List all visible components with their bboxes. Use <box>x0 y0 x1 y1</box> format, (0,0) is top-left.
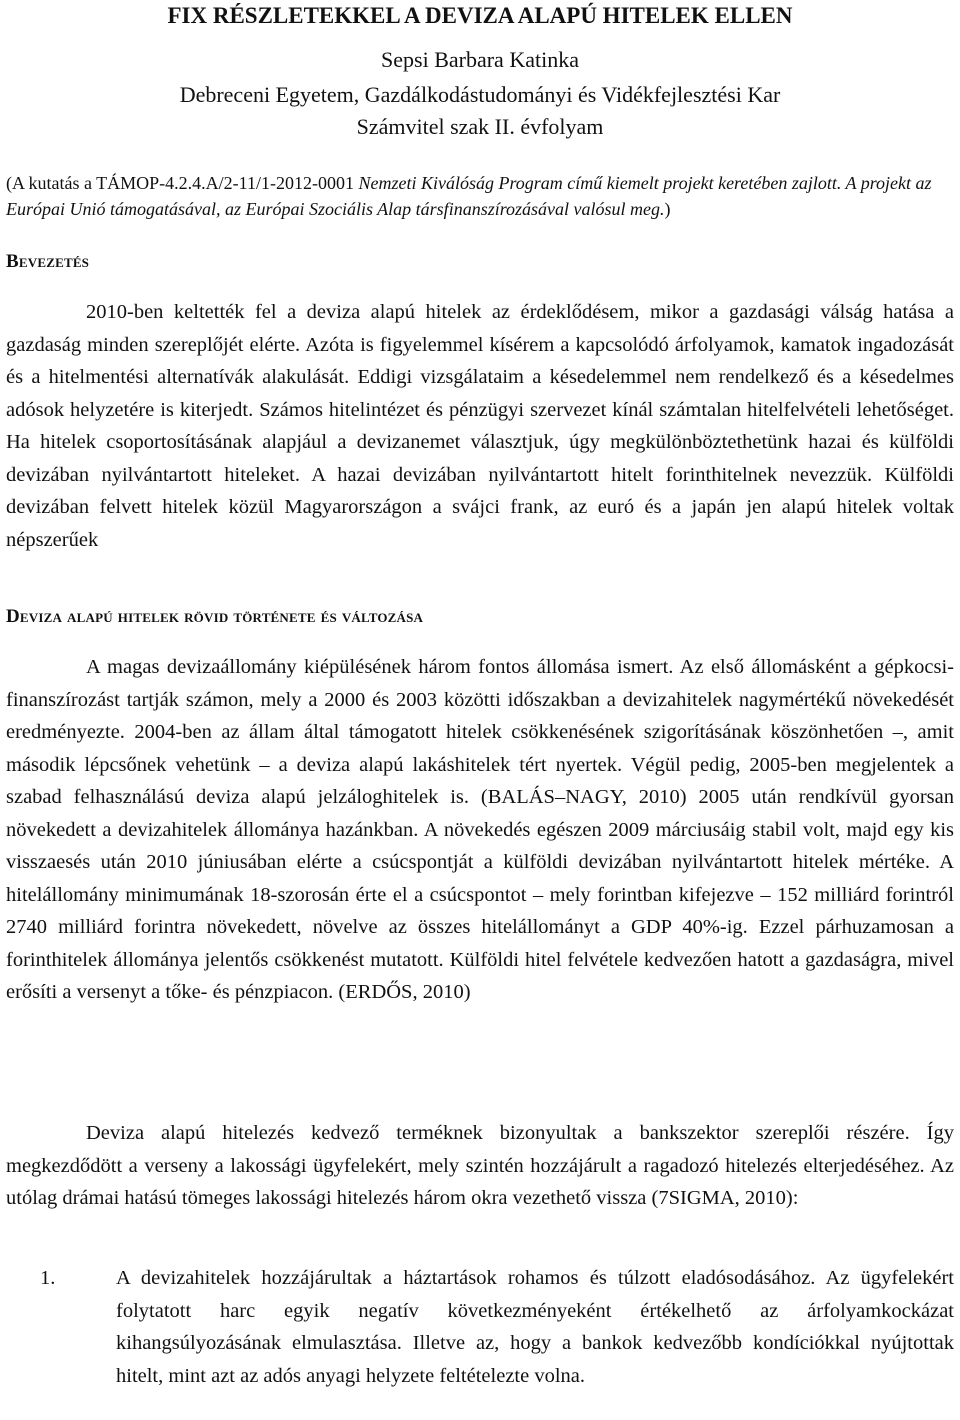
funding-note <box>6 170 946 222</box>
list-item-number: 1. <box>40 1267 56 1289</box>
author-faculty: Debreceni Egyetem, Gazdálkodástudományi és Vidékfejlesztési Kar <box>179 82 781 107</box>
paper-title: FIX RÉSZLETEKKEL A DEVIZA ALAPÚ HITELEK ELLEN <box>167 3 793 28</box>
funding-note-prefix: (A kutatás a TÁMOP-4.2.4.A/2-11/1-2012-0001 <box>6 173 354 193</box>
paragraph-introduction: 2010-ben keltették fel a deviza alapú hitelek az érdeklődésem, mikor a gazdasági válság hatása a gazdaság minden szereplőjét elérte. Azóta is figyelemmel kísérem a kapcsolódó árfolyamok, kamatok ingadozását és a hitelmentési alternatívák alakulását. Eddigi vizsgálataim a késedelemmel nem rendelkező és a késedelmes adósok helyzetére is kiterjedt. Számos hitelintézet és pénzügyi szervezet kínál számtalan hitelfelvételi lehetőséget. Ha hitelek csoportosításának alapjául a devizanemet választjuk, úgy megkülönböztethetünk hazai és külföldi devizában nyilvántartott hiteleket. A hazai devizában nyilvántartott hitelt forinthitelnek nevezzük. Külföldi devizában felvett hitelek közül Magyarországon a svájci frank, az euró és a japán jen alapú hitelek voltak népszerűek <box>6 301 954 551</box>
paragraph-history-1: A magas devizaállomány kiépülésének három fontos állomása ismert. Az első állomásként a gépkocsi-finanszírozást tartják számon, mely a 2000 és 2003 közötti időszakban a devizahitelek nagymértékű növekedését eredményezte. 2004-ben az állam által támogatott hitelek csökkenésének szigorításának köszönhetően –, amit második lépcsőnek vehetünk – a deviza alapú lakáshitelek tért nyertek. Végül pedig, 2005-ben megjelentek a szabad felhasználású deviza alapú jelzáloghitelek is. (BALÁS–NAGY, 2010) 2005 után rendkívül gyorsan növekedett a devizahitelek állománya hazánkban. A növekedés egészen 2009 márciusáig stabil volt, majd egy kis visszaesés után 2010 júniusában elérte a csúcspontját a külföldi devizában nyilvántartott hitelek mértéke. A hitelállomány minimumának 18-szorosán érte el a csúcspontot – mely forintban kifejezve – 152 milliárd forintról 2740 milliárd forintra növekedett, növelve az összes hitelállományt a GDP 40%-ig. Ezzel párhuzamosan a forinthitelek állománya jelentős csökkenést mutatott. Külföldi hitel felvétele kedvezően hatott a gazdaságra, mivel erősíti a versenyt a tőke- és pénzpiacon. (ERDŐS, 2010) <box>6 656 954 1003</box>
paragraph-history-2: Deviza alapú hitelezés kedvező terméknek bizonyultak a bankszektor szereplői részére. Így megkezdődött a verseny a lakossági ügyfelekért, mely szintén hozzájárult a ragadozó hitelezés elterjedéséhez. Az utólag drámai hatású tömeges lakossági hitelezés három okra vezethető vissza (7SIGMA, 2010): <box>6 1122 954 1209</box>
author-program: Számvitel szak II. évfolyam <box>356 114 604 139</box>
funding-note-italic: Nemzeti Kiválóság Program című kiemelt projekt keretében zajlott. A projekt az Európai Unió támogatásával, az Európai Szociális Alap társfinanszírozásával valósul meg. <box>6 173 932 219</box>
author-name: Sepsi Barbara Katinka <box>381 47 579 72</box>
funding-note-suffix: ) <box>664 199 671 219</box>
section-heading-history: Deviza alapú hitelek rövid története és változása <box>6 606 424 627</box>
list-item-text: A devizahitelek hozzájárultak a háztartások rohamos és túlzott eladósodásához. Az ügyfelekért folytatott harc egyik negatív következményeként értékelhető az árfolyamkockázat kihangsúlyozásának elmulasztása. Illetve az, hogy a bankok kedvezőbb kondíciókkal nyújtottak hitelt, mint azt az adós anyagi helyzete feltételezte volna. <box>116 1267 954 1387</box>
section-heading-introduction: Bevezetés <box>6 251 90 272</box>
